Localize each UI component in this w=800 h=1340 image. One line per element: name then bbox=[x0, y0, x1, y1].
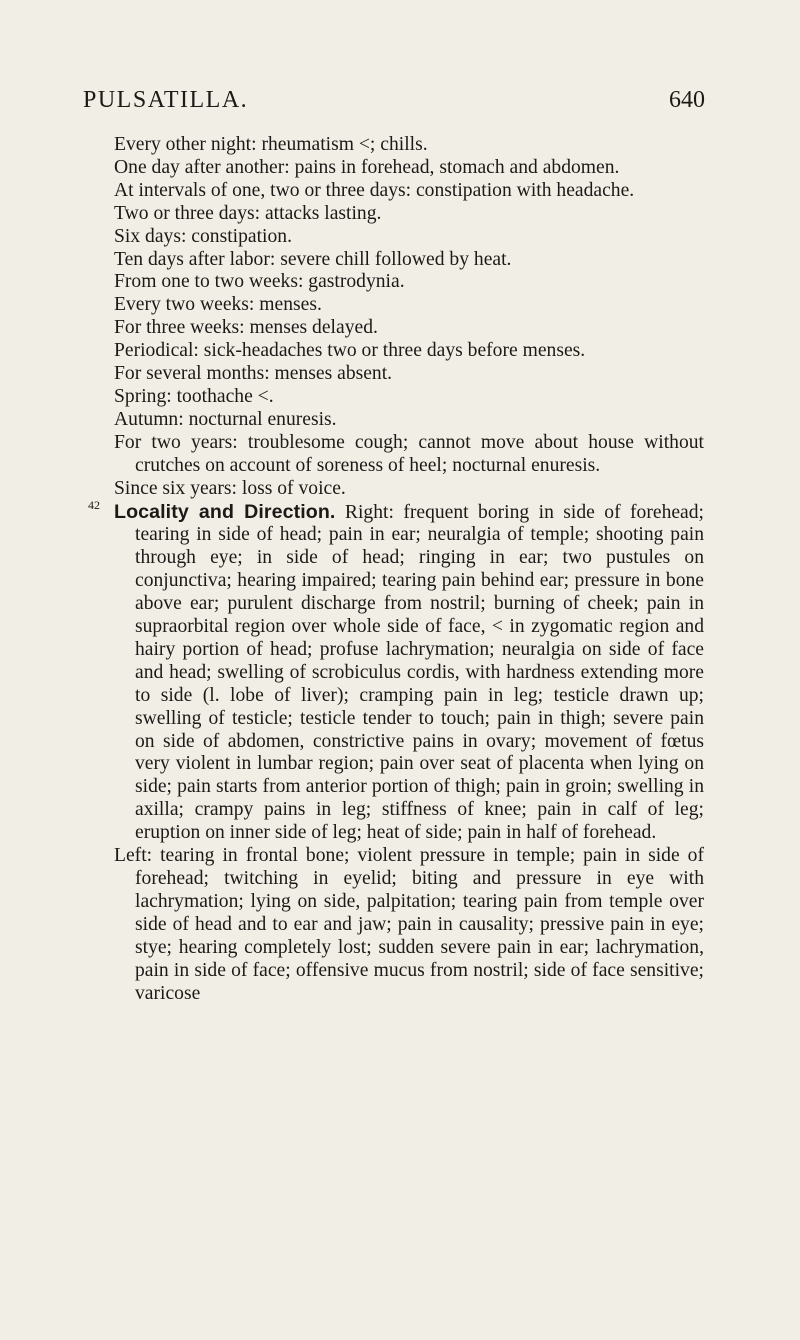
entry-periodical: Periodical: sick-headaches two or three days before menses. bbox=[114, 340, 586, 362]
entry-two-or-three-days: Two or three days: attacks lasting. bbox=[114, 202, 382, 224]
locality-direction-section bbox=[88, 497, 704, 1006]
section-heading: Locality and Direction. bbox=[114, 500, 336, 523]
entry-autumn: Autumn: nocturnal enuresis. bbox=[114, 408, 337, 430]
entry-every-two-weeks: Every two weeks: menses. bbox=[114, 294, 322, 316]
running-title: PULSATILLA. bbox=[83, 87, 249, 113]
entry-ten-days-after-labor: Ten days after labor: severe chill followed by heat. bbox=[114, 248, 512, 270]
entry-three-weeks: For three weeks: menses delayed. bbox=[114, 317, 378, 339]
entry-two-years: For two years: troublesome cough; cannot move about house without crutches on account of soreness of heel; nocturnal enuresis. bbox=[114, 431, 704, 476]
entry-spring: Spring: toothache <. bbox=[114, 385, 274, 407]
entry-six-years: Since six years: loss of voice. bbox=[114, 477, 346, 499]
right-side-text: Right: frequent boring in side of forehead; tearing in side of head; pain in ear; neuralgia of temple; shooting pain through eye; in side of head; ringing in ear; two pustules on conjunctiva; hearing impaired; tearing pain behind ear; pressure in bone above ear; purulent discharge from nostril; burning of cheek; pain in supraorbital region over whole side of face, < in zygomatic region and hairy portion of head; profuse lachrymation; neuralgia on side of face and head; swelling of scrobiculus cordis, with hardness extending more to side (l. lobe of liver); cramping pain in leg; testicle drawn up; swelling of testicle; testicle tender to touch; pain in thigh; severe pain on side of abdomen, constrictive pains in ovary; movement of fœtus very violent in lumbar region; pain over seat of placenta when lying on side; pain starts from anterior portion of thigh; pain in groin; swelling in axilla; crampy pains in leg; stiffness of knee; pain in calf of leg; eruption on inner side of leg; heat of side; pain in half of forehead. bbox=[135, 501, 704, 844]
locality-right-paragraph bbox=[114, 501, 704, 846]
entry-at-intervals: At intervals of one, two or three days: constipation with headache. bbox=[114, 179, 635, 201]
entry-one-day-after-another: One day after another: pains in forehead, stomach and abdomen. bbox=[114, 156, 620, 178]
entry-six-days: Six days: constipation. bbox=[114, 225, 292, 247]
locality-left-paragraph: Left: tearing in frontal bone; violent pressure in temple; pain in side of forehead; twitching in eyelid; biting and pressure in eye with lachrymation; lying on side, palpitation; tearing pain from temple over side of head and to ear and jaw; pain in causality; pressive pain in eye; stye; hearing completely lost; sudden severe pain in ear; lachrymation, pain in side of face; offensive mucus from nostril; side of face sensitive; varicose bbox=[114, 845, 704, 1004]
entry-several-months: For several months: menses absent. bbox=[114, 363, 393, 385]
entry-one-to-two-weeks: From one to two weeks: gastrodynia. bbox=[114, 271, 405, 293]
running-head bbox=[83, 86, 705, 114]
body-text bbox=[88, 134, 704, 1005]
page-number: 640 bbox=[669, 87, 705, 113]
section-number: 42 bbox=[88, 497, 100, 512]
entry-every-other-night: Every other night: rheumatism <; chills. bbox=[114, 134, 428, 155]
